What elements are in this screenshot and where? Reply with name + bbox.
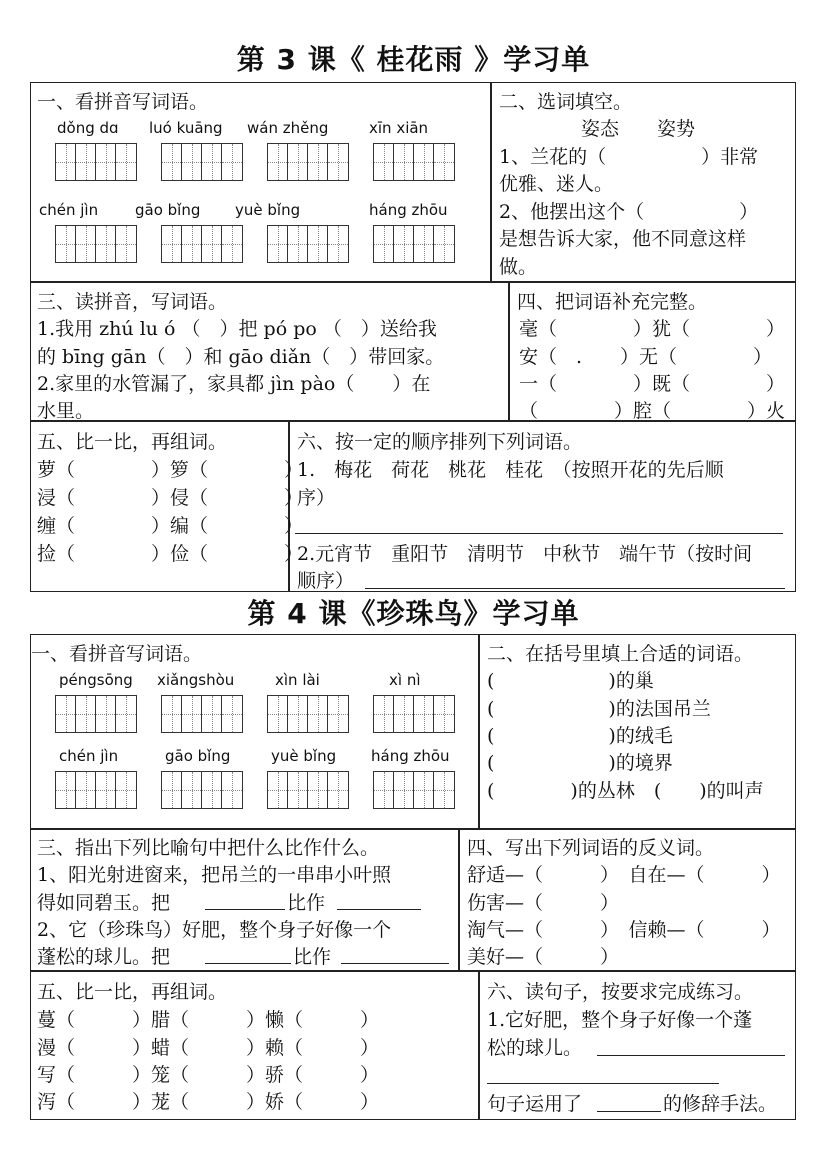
text-line: 的修辞手法。 bbox=[663, 1093, 778, 1115]
l3-s4-heading: 四、把词语补充完整。 bbox=[517, 291, 708, 313]
l4-section1 bbox=[30, 634, 480, 830]
pinyin-label: xiǎngshòu bbox=[157, 671, 235, 689]
text-line: ( )的绒毛 bbox=[487, 725, 673, 747]
pinyin-label: chén jìn bbox=[39, 201, 99, 219]
lesson3-title: 第 3 课《 桂花雨 》学习单 bbox=[236, 43, 591, 76]
text-line: 安（ . ）无（ ） bbox=[519, 346, 773, 368]
l3-section3 bbox=[30, 282, 510, 422]
text-line: 浸（ ）侵（ ） bbox=[37, 487, 304, 509]
answer-line[interactable] bbox=[365, 588, 785, 589]
text-line: 比作 bbox=[293, 946, 332, 968]
lesson4-title: 第 4 课《珍珠鸟》学习单 bbox=[247, 597, 580, 630]
writing-grid[interactable] bbox=[161, 771, 243, 809]
writing-grid[interactable] bbox=[267, 695, 349, 733]
pinyin-label: péngsōng bbox=[59, 671, 133, 689]
text-line: 是想告诉大家，他不同意这样 bbox=[499, 228, 747, 250]
text-line: 序） bbox=[297, 487, 336, 509]
l3-s3-heading: 三、读拼音，写词语。 bbox=[37, 291, 228, 313]
text-line: 缠（ ）编（ ） bbox=[37, 515, 304, 537]
word-choices: 姿态 姿势 bbox=[581, 118, 696, 140]
l4-section4 bbox=[458, 828, 796, 972]
text-line: ( )的丛林 ( )的叫声 bbox=[487, 780, 764, 802]
text-line: 舒适—（ ） 自在—（ ） bbox=[467, 864, 781, 886]
text-line: （ ）腔（ ）火 bbox=[519, 400, 786, 422]
text-line: 2、它（珍珠鸟）好肥，整个身子好像一个 bbox=[37, 919, 392, 941]
l4-s1-heading: 一、看拼音写词语。 bbox=[31, 643, 203, 665]
text-line: 句子运用了 bbox=[487, 1093, 583, 1115]
writing-grid[interactable] bbox=[55, 771, 137, 809]
l4-section6 bbox=[478, 970, 796, 1120]
pinyin-label: chén jìn bbox=[59, 747, 119, 765]
l3-section1 bbox=[30, 82, 492, 282]
l4-section3 bbox=[30, 828, 460, 972]
l3-section5 bbox=[30, 420, 304, 592]
l4-s5-heading: 五、比一比，再组词。 bbox=[37, 981, 228, 1003]
l4-s6-heading: 六、读句子，按要求完成练习。 bbox=[487, 981, 754, 1003]
l4-s4-heading: 四、写出下列词语的反义词。 bbox=[467, 837, 715, 859]
pinyin-label: yuè bǐng bbox=[271, 747, 337, 765]
l3-s5-heading: 五、比一比，再组词。 bbox=[37, 431, 228, 453]
writing-grid[interactable] bbox=[373, 695, 455, 733]
answer-line[interactable] bbox=[341, 963, 449, 964]
answer-line[interactable] bbox=[597, 1055, 785, 1056]
writing-grid[interactable] bbox=[267, 225, 349, 263]
answer-line[interactable] bbox=[337, 909, 421, 910]
text-line: 淘气—（ ） 信赖—（ ） bbox=[467, 919, 781, 941]
pinyin-label: xìn lài bbox=[275, 671, 320, 689]
text-line: 2.元宵节 重阳节 清明节 中秋节 端午节（按时间 bbox=[297, 543, 753, 565]
text-line: 1.我用 zhú lu ó （ ）把 pó po （ ）送给我 bbox=[37, 318, 437, 340]
writing-grid[interactable] bbox=[55, 143, 137, 181]
text-line: 做。 bbox=[499, 256, 538, 278]
text-line: 漫（ ）蜡（ ）赖（ ） bbox=[37, 1037, 380, 1059]
text-line: 1.它好肥，整个身子好像一个蓬 bbox=[487, 1009, 753, 1031]
text-line: ( )的巢 bbox=[487, 670, 654, 692]
l4-section5 bbox=[30, 970, 480, 1120]
l3-section6 bbox=[288, 420, 796, 592]
text-line: 1. 梅花 荷花 桃花 桂花 （按照开花的先后顺 bbox=[297, 459, 724, 481]
writing-grid[interactable] bbox=[373, 225, 455, 263]
text-line: 顺序） bbox=[297, 570, 355, 592]
writing-grid[interactable] bbox=[161, 225, 243, 263]
text-line: 水里。 bbox=[37, 400, 95, 422]
text-line: 毫（ ）犹（ ） bbox=[519, 318, 786, 340]
text-line: 比作 bbox=[287, 892, 326, 914]
l4-section2 bbox=[478, 634, 796, 830]
text-line: ( )的境界 bbox=[487, 752, 673, 774]
pinyin-label: xì nì bbox=[389, 671, 421, 689]
text-line: ( )的法国吊兰 bbox=[487, 698, 711, 720]
text-line: 1、阳光射进窗来，把吊兰的一串串小叶照 bbox=[37, 864, 392, 886]
writing-grid[interactable] bbox=[373, 143, 455, 181]
writing-grid[interactable] bbox=[55, 695, 137, 733]
text-line: 得如同碧玉。把 bbox=[37, 892, 171, 914]
answer-line[interactable] bbox=[597, 1111, 661, 1112]
writing-grid[interactable] bbox=[267, 143, 349, 181]
writing-grid[interactable] bbox=[267, 771, 349, 809]
text-line: 泻（ ）茏（ ）娇（ ） bbox=[37, 1091, 380, 1113]
pinyin-label: dǒng dɑ bbox=[57, 119, 119, 137]
pinyin-label: gāo bǐng bbox=[165, 747, 231, 765]
text-line: 一（ ）既（ ） bbox=[519, 373, 786, 395]
pinyin-label: yuè bǐng bbox=[235, 201, 301, 219]
answer-line[interactable] bbox=[295, 533, 783, 534]
text-line: 伤害—（ ） bbox=[467, 892, 620, 914]
pinyin-label: xīn xiān bbox=[369, 119, 429, 137]
l4-s3-heading: 三、指出下列比喻句中把什么比作什么。 bbox=[37, 837, 380, 859]
writing-grid[interactable] bbox=[55, 225, 137, 263]
text-line: 2.家里的水管漏了，家具都 jìn pào（ ）在 bbox=[37, 373, 431, 395]
pinyin-label: luó kuāng bbox=[149, 119, 223, 137]
l3-section2 bbox=[490, 82, 796, 282]
l3-s2-heading: 二、选词填空。 bbox=[499, 91, 633, 113]
l3-section4 bbox=[508, 282, 796, 422]
text-line: 蔓（ ）腊（ ）懒（ ） bbox=[37, 1009, 380, 1031]
writing-grid[interactable] bbox=[161, 695, 243, 733]
l3-s6-heading: 六、按一定的顺序排列下列词语。 bbox=[297, 431, 583, 453]
answer-line[interactable] bbox=[205, 909, 285, 910]
text-line: 优雅、迷人。 bbox=[499, 173, 614, 195]
text-line: 1、兰花的（ ）非常 bbox=[499, 146, 759, 168]
text-line: 萝（ ）箩（ ） bbox=[37, 459, 304, 481]
text-line: 松的球儿。 bbox=[487, 1037, 583, 1059]
pinyin-label: háng zhōu bbox=[369, 201, 448, 219]
answer-line[interactable] bbox=[487, 1083, 719, 1084]
text-line: 捡（ ）俭（ ） bbox=[37, 543, 304, 565]
writing-grid[interactable] bbox=[161, 143, 243, 181]
text-line: 2、他摆出这个（ ） bbox=[499, 201, 759, 223]
writing-grid[interactable] bbox=[373, 771, 455, 809]
answer-line[interactable] bbox=[205, 963, 291, 964]
text-line: 的 bīng gān（ ）和 gāo diǎn（ ）带回家。 bbox=[37, 346, 445, 368]
pinyin-label: wán zhěng bbox=[247, 119, 329, 137]
pinyin-label: gāo bǐng bbox=[135, 201, 201, 219]
text-line: 蓬松的球儿。把 bbox=[37, 946, 171, 968]
l3-s1-heading: 一、看拼音写词语。 bbox=[37, 91, 209, 113]
pinyin-label: háng zhōu bbox=[371, 747, 450, 765]
l4-s2-heading: 二、在括号里填上合适的词语。 bbox=[487, 643, 754, 665]
text-line: 美好—（ ） bbox=[467, 946, 620, 968]
text-line: 写（ ）笼（ ）骄（ ） bbox=[37, 1064, 380, 1086]
